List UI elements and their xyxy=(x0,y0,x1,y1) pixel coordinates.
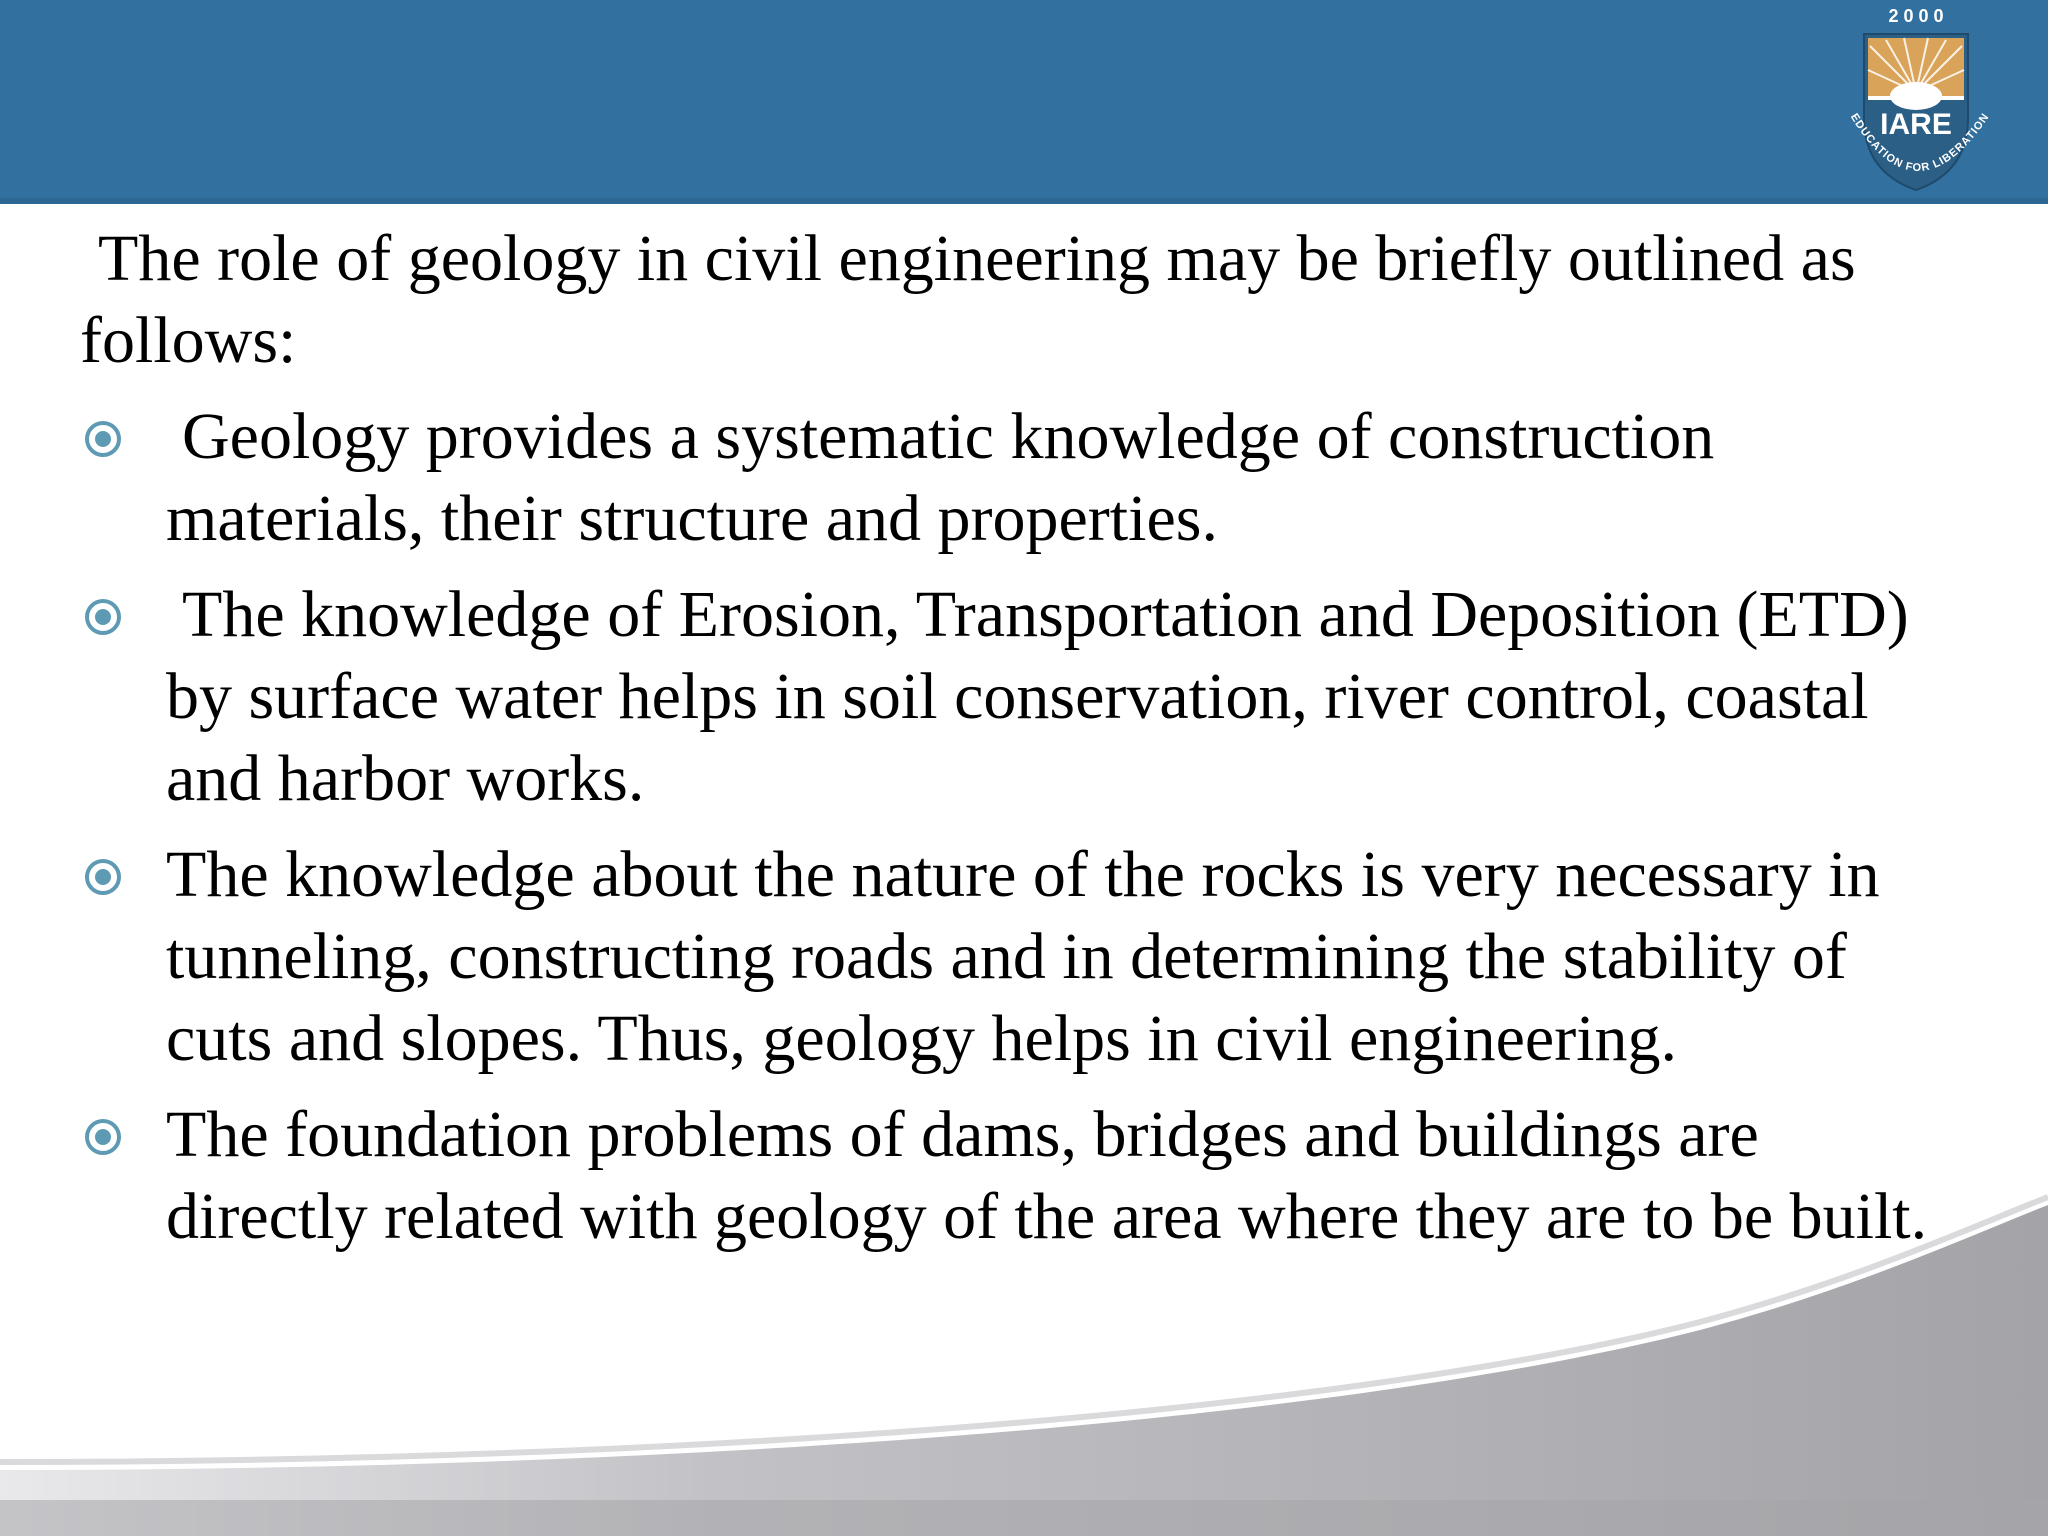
bullet-item xyxy=(80,396,2000,560)
intro-line-1: The role of geology in civil engineering may be briefly outlined as xyxy=(98,222,1856,295)
circle-bullet-icon xyxy=(84,420,122,458)
intro-paragraph xyxy=(80,218,2000,382)
bullet-line: The knowledge of Erosion, Transportation and Deposition (ETD) xyxy=(182,578,1909,651)
intro-line-2: follows: xyxy=(80,304,297,377)
bullet-item xyxy=(80,834,2000,1080)
bullet-line: materials, their structure and properties. xyxy=(166,482,1218,555)
bullet-item xyxy=(80,1094,2000,1258)
logo-motto: EDUCATION FOR LIBERATION xyxy=(1847,110,1992,175)
circle-bullet-icon xyxy=(84,598,122,636)
circle-bullet-icon xyxy=(84,858,122,896)
bullet-line: The knowledge about the nature of the rocks is very necessary in xyxy=(166,838,1880,911)
logo-name: IARE xyxy=(1880,108,1952,141)
bullet-line: tunneling, constructing roads and in determining the stability of xyxy=(166,920,1847,993)
bullet-list xyxy=(80,396,2000,1258)
bullet-line: and harbor works. xyxy=(166,742,645,815)
circle-bullet-icon xyxy=(84,1118,122,1156)
bullet-line: cuts and slopes. Thus, geology helps in civil engineering. xyxy=(166,1002,1678,1075)
iare-logo xyxy=(1826,0,2048,204)
bullet-item xyxy=(80,574,2000,820)
bullet-line: by surface water helps in soil conservation, river control, coastal xyxy=(166,660,1869,733)
logo-year: 2 0 0 0 xyxy=(1888,6,1944,26)
bullet-line: Geology provides a systematic knowledge of construction xyxy=(182,400,1715,473)
bullet-line: directly related with geology of the area where they are to be built. xyxy=(166,1180,1928,1253)
bullet-line: The foundation problems of dams, bridges and buildings are xyxy=(166,1098,1759,1171)
header-band xyxy=(0,0,2048,204)
slide-content xyxy=(80,218,2000,1272)
